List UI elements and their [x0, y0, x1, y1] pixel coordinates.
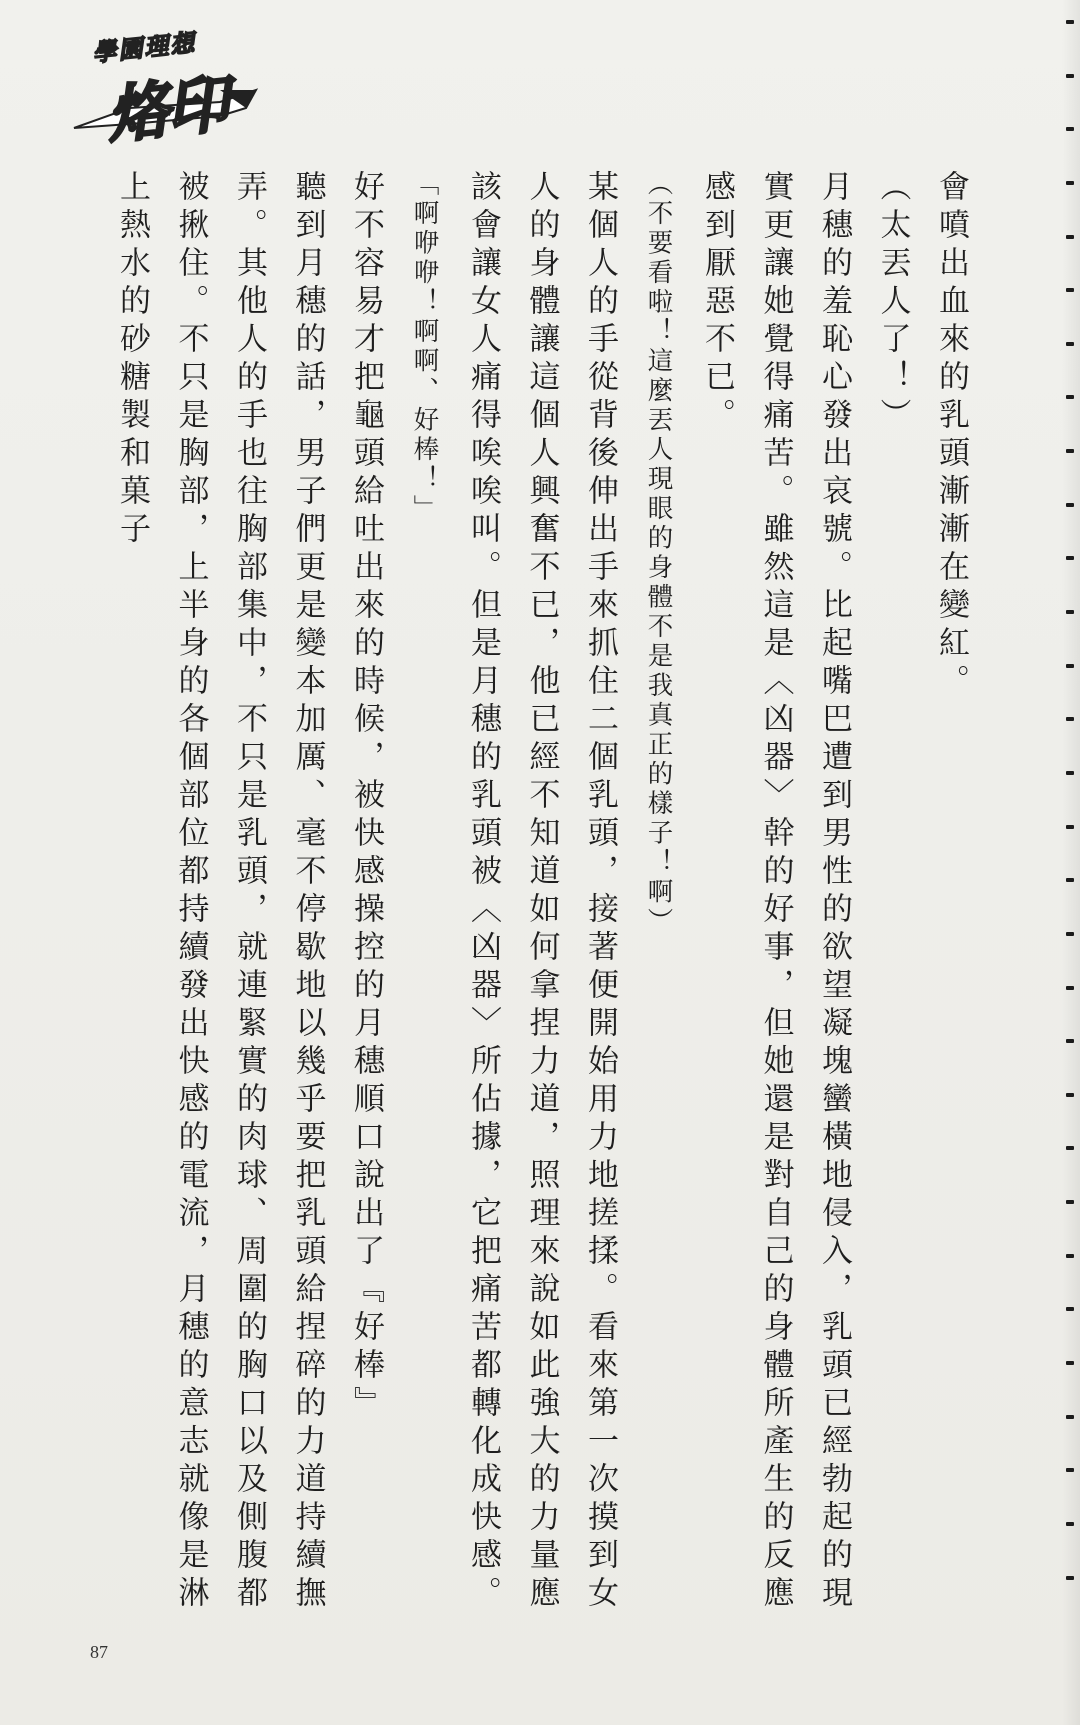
paragraph: 好不容易才把龜頭給吐出來的時候，被快感操控的月穗順口說出了『好棒』: [348, 170, 384, 1424]
vertical-text-body: [100, 170, 980, 1650]
paragraph: 某個人的手從背後伸出手來抓住二個乳頭，接著便開始用力地搓揉。看來第一次摸到女人的身體讓這個人興奮不已，他已經不知道如何拿捏力道，照理來說如此強大的力量應該會讓女人痛得唉唉叫。但是月穗的乳頭被〈凶器〉所佔據，它把痛苦都轉化成快感。: [465, 170, 618, 1614]
paragraph: 會噴出血來的乳頭漸漸在變紅。: [933, 170, 969, 702]
binding-marks: [1066, 20, 1076, 1580]
logo-subtitle: 學園理想: [90, 27, 198, 68]
paragraph: 聽到月穗的話，男子們更是變本加厲、毫不停歇地以幾乎要把乳頭給捏碎的力道持續撫弄。其他人的手也往胸部集中，不只是乳頭，就連緊實的肉球、周圍的胸口以及側腹都被揪住。不只是胸部，上半身的各個部位都持續發出快感的電流，月穗的意志就像是淋上熱水的砂糖製和菓子: [114, 170, 326, 1614]
series-logo: [70, 20, 260, 160]
paragraph: 月穗的羞恥心發出哀號。比起嘴巴遭到男性的欲望凝塊蠻橫地侵入，乳頭已經勃起的現實更讓她覺得痛苦。雖然這是〈凶器〉幹的好事，但她還是對自己的身體所產生的反應感到厭惡不已。: [699, 170, 852, 1614]
paragraph: （太丟人了！）: [874, 170, 911, 436]
paragraph-thought: （不要看啦！這麼丟人現眼的身體不是我真正的樣子！啊）: [643, 170, 674, 937]
page-number: 87: [90, 1642, 108, 1662]
logo-title: 烙印: [103, 66, 231, 153]
paragraph-dialogue: 「啊咿咿！啊啊、好棒！」: [409, 170, 440, 524]
